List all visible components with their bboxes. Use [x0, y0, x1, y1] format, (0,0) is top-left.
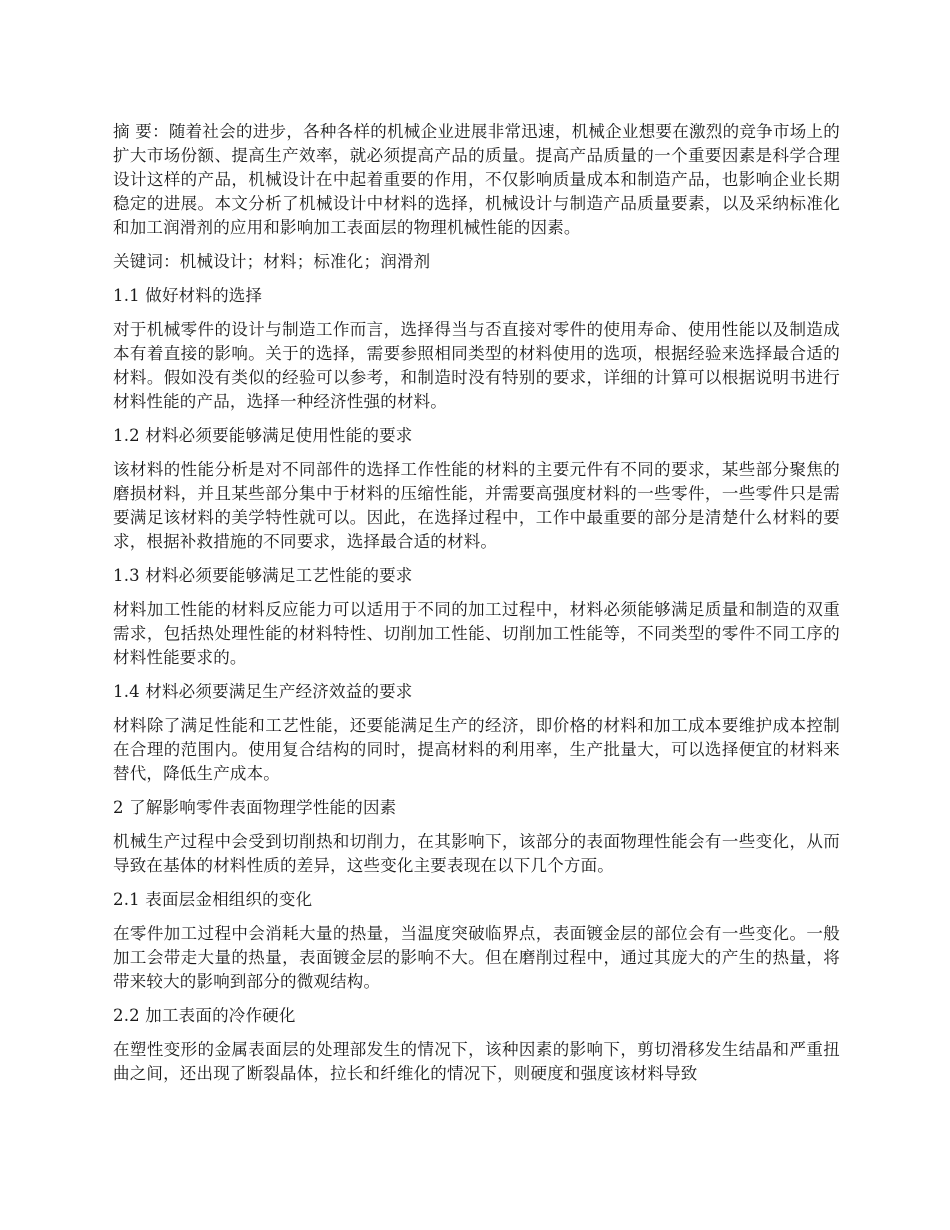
section-heading-2-1: 2.1 表面层金相组织的变化 — [113, 890, 313, 909]
section-heading-2-2: 2.2 加工表面的冷作硬化 — [113, 1006, 296, 1025]
section-body-1-2: 该材料的性能分析是对不同部件的选择工作性能的材料的主要元件有不同的要求，某些部分聚焦的磨损材料，并且某些部分集中于材料的压缩性能，并需要高强度材料的一些零件，一些零件只是需要满足该材料的美学特性就可以。因此，在选择过程中，工作中最重要的部分是清楚什么材料的要求，根据补救措施的不同要求，选择最合适的材料。 — [113, 460, 840, 551]
section-body-1-1: 对于机械零件的设计与制造工作而言，选择得当与否直接对零件的使用寿命、使用性能以及制造成本有着直接的影响。关于的选择，需要参照相同类型的材料使用的选项，根据经验来选择最合适的材料。假如没有类似的经验可以参考，和制造时没有特别的要求，详细的计算可以根据说明书进行材料性能的产品，选择一种经济性强的材料。 — [113, 320, 840, 411]
section-body-2-2: 在塑性变形的金属表面层的处理部发生的情况下，该种因素的影响下，剪切滑移发生结晶和严重扭曲之间，还出现了断裂晶体，拉长和纤维化的情况下，则硬度和强度该材料导致 — [113, 1040, 840, 1083]
document-page — [113, 120, 840, 1096]
keywords-line: 关键词：机械设计；材料；标准化；润滑剂 — [113, 252, 431, 271]
section-heading-1-1: 1.1 做好材料的选择 — [113, 286, 263, 305]
section-heading-1-4: 1.4 材料必须要满足生产经济效益的要求 — [113, 682, 413, 701]
section-heading-1-2: 1.2 材料必须要能够满足使用性能的要求 — [113, 426, 413, 445]
section-heading-2: 2 了解影响零件表面物理学性能的因素 — [113, 798, 397, 817]
section-body-2-1: 在零件加工过程中会消耗大量的热量，当温度突破临界点，表面镀金层的部位会有一些变化。一般加工会带走大量的热量，表面镀金层的影响不大。但在磨削过程中，通过其庞大的产生的热量，将带来较大的影响到部分的微观结构。 — [113, 924, 840, 991]
abstract-paragraph: 摘 要：随着社会的进步，各种各样的机械企业进展非常迅速，机械企业想要在激烈的竞争市场上的扩大市场份额、提高生产效率，就必须提高产品的质量。提高产品质量的一个重要因素是科学合理设计这样的产品，机械设计在中起着重要的作用，不仅影响质量成本和制造产品，也影响企业长期稳定的进展。本文分析了机械设计中材料的选择，机械设计与制造产品质量要素，以及采纳标准化和加工润滑剂的应用和影响加工表面层的物理机械性能的因素。 — [113, 122, 840, 237]
section-body-1-3: 材料加工性能的材料反应能力可以适用于不同的加工过程中，材料必须能够满足质量和制造的双重需求，包括热处理性能的材料特性、切削加工性能、切削加工性能等，不同类型的零件不同工序的材料性能要求的。 — [113, 600, 840, 667]
section-body-1-4: 材料除了满足性能和工艺性能，还要能满足生产的经济，即价格的材料和加工成本要维护成本控制在合理的范围内。使用复合结构的同时，提高材料的利用率，生产批量大，可以选择便宜的材料来替代，降低生产成本。 — [113, 716, 840, 783]
section-body-2: 机械生产过程中会受到切削热和切削力，在其影响下，该部分的表面物理性能会有一些变化，从而导致在基体的材料性质的差异，这些变化主要表现在以下几个方面。 — [113, 832, 840, 875]
section-heading-1-3: 1.3 材料必须要能够满足工艺性能的要求 — [113, 566, 413, 585]
